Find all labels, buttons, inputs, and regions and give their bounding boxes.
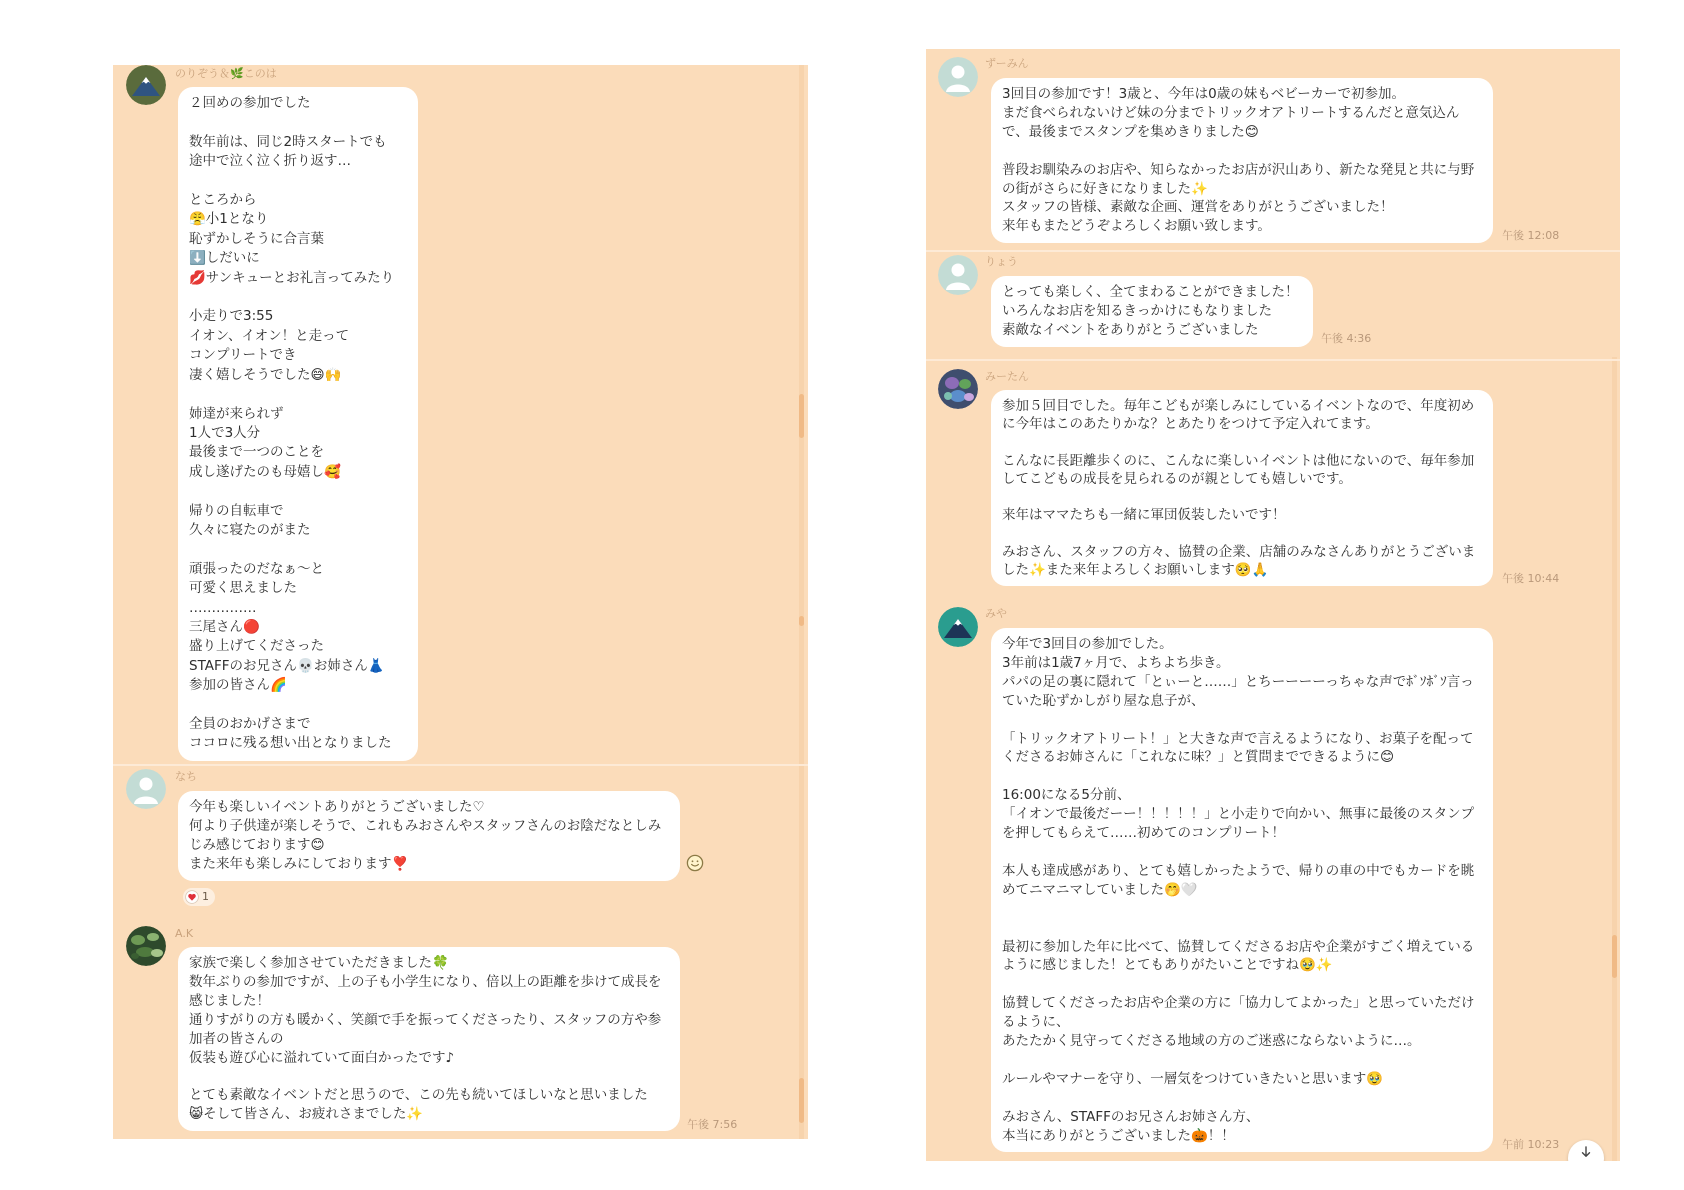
message-bubble[interactable] (178, 791, 680, 881)
message-text: 家族で楽しく参加させていただきました🍀 数年ぶりの参加ですが、上の子も小学生になり、倍以上の距離を歩けて成長を 感じました！ 通りすがりの方も暖かく、笑顔で手を振ってくださったり、スタッフの方や参 加者の皆さんの 仮装も遊び心に溢れていて面白かったです♪ とても素敵なイベントだと思うので、この先も続いてほしいなと思いました 😸そして皆さん、お疲れさまでした✨ (189, 955, 662, 1123)
message-timestamp: 午後 12:08 (1502, 229, 1560, 242)
sender-name: ずーみん (985, 57, 1029, 70)
smiley-icon (686, 854, 704, 872)
sender-name: みや (985, 607, 1007, 620)
message-timestamp: 午前 10:23 (1502, 1138, 1560, 1151)
scroll-to-bottom-button[interactable] (1568, 1140, 1604, 1161)
chat-message (926, 57, 1620, 242)
chat-panel-right[interactable] (926, 49, 1620, 1161)
sender-name: なち (175, 770, 197, 783)
message-bubble[interactable] (991, 276, 1313, 347)
default-person-avatar-icon[interactable] (126, 769, 166, 809)
add-reaction-button[interactable] (686, 854, 704, 872)
chat-message (113, 926, 808, 1131)
scrollbar-thumb[interactable] (799, 616, 804, 626)
scrollbar-track[interactable] (1612, 357, 1617, 1161)
mountain-avatar-icon[interactable] (938, 607, 978, 647)
message-text: 今年も楽しいイベントありがとうございました♡ 何より子供達が楽しそうで、これもみおさんやスタッフさんのお陰だなとしみ じみ感じております😊 また来年も楽しみにしております❣️ (189, 799, 662, 872)
message-bubble[interactable] (991, 78, 1493, 243)
arrow-down-icon (1580, 1146, 1592, 1158)
scrollbar-track[interactable] (799, 65, 804, 1139)
message-bubble[interactable] (991, 390, 1493, 586)
scrollbar-thumb[interactable] (1612, 935, 1617, 978)
sender-name: A.K (175, 927, 194, 940)
scrollbar-thumb[interactable] (799, 1078, 804, 1123)
message-text: 3回目の参加です！3歳と、今年は0歳の妹もベビーカーで初参加。 まだ食べられないけど妹の分までトリックオアトリートするんだと意気込ん で、最後までスタンプを集めきりました😊 普段お馴染みのお店や、知らなかったお店が沢山あり、新たな発見と共に与野 の街がさらに好きになりました✨ スタッフの皆様、素敵な企画、運営をありがとうございました！ 来年もまたどうぞよろしくお願い致します。 (1002, 86, 1475, 235)
sender-name: みーたん (985, 370, 1029, 383)
message-bubble[interactable] (991, 628, 1493, 1152)
message-timestamp: 午後 7:56 (687, 1118, 738, 1131)
default-person-avatar-icon[interactable] (938, 57, 978, 97)
screenshot-seam (926, 250, 1620, 252)
screenshot-seam (113, 764, 808, 766)
message-bubble[interactable] (178, 947, 680, 1131)
chat-message (926, 607, 1620, 1151)
chat-message (926, 369, 1620, 585)
message-text: 今年で3回目の参加でした。 3年前は1歳7ヶ月で、よちよち歩き。 パパの足の裏に隠れて「とぃーと……」とちーーーーっちゃな声でﾎﾞｿﾎﾞｿ言っ ていた恥ずかしがり屋な息子が、 「トリックオアトリート！」と大きな声で言えるようになり、お菓子を配って くださるお姉さんに「これなに味？」と質問までできるように😊 16:00になる5分前、 「イオンで最後だーー！！！！！」と小走りで向かい、無事に最後のスタンプ を押してもらえて……初めてのコンプリート！ 本人も達成感があり、とても嬉しかったようで、帰りの車の中でもカードを眺 めてニマニマしていました🤭🤍 最初に参加した年に比べて、協賛してくださるお店や企業がすごく増えている ように感じました！とてもありがたいことですね🥹✨ 協賛してくださったお店や企業の方に「協力してよかった」と思っていただけ るように、 あたたかく見守ってくださる地域の方のご迷惑にならないように…。 ルールやマナーを守り、一層気をつけていきたいと思います🥹 みおさん、STAFFのお兄さんお姉さん方、 本当にありがとうございました🎃！！ (1002, 636, 1475, 1144)
default-person-avatar-icon[interactable] (938, 255, 978, 295)
sender-name: りょう (985, 255, 1018, 268)
scrollbar-thumb[interactable] (799, 394, 804, 438)
colorful-photo-avatar-icon[interactable] (938, 369, 978, 409)
reaction-count: 1 (202, 890, 209, 903)
sender-name: のりぞう＆🌿このは (175, 67, 277, 80)
screenshot-seam (926, 359, 1620, 361)
chat-message (113, 65, 808, 752)
reaction-heart-icon (185, 890, 199, 904)
message-text: 参加５回目でした。毎年こどもが楽しみにしているイベントなので、年度初め に今年はこのあたりかな？とあたりをつけて予定入れてます。 こんなに長距離歩くのに、こんなに楽しいイベントは他にないので、毎年参加 してこどもの成長を見られるのが親としても嬉しいです。 来年はママたちも一緒に軍団仮装したいです！ みおさん、スタッフの方々、協賛の企業、店舗のみなさんありがとうございま した✨また来年よろしくお願いします🥺🙏 (1002, 398, 1476, 578)
leaf-photo-avatar-icon[interactable] (126, 926, 166, 966)
message-bubble[interactable] (178, 87, 418, 761)
message-timestamp: 午後 4:36 (1321, 332, 1372, 345)
chat-message (113, 769, 808, 903)
chat-panel-left[interactable] (113, 65, 808, 1139)
mountain-avatar-icon[interactable] (126, 65, 166, 105)
message-text: ２回めの参加でした 数年前は、同じ2時スタートでも 途中で泣く泣く折り返す… ところから 😤小1となり 恥ずかしそうに合言葉 ⬇️しだいに 💋サンキューとお礼言ってみたり 小走りで3:55 イオン、イオン！と走って コンプリートでき 凄く嬉しそうでした😄🙌 姉達が来られず 1人で3人分 最後まで一つのことを 成し遂げたのも母嬉し🥰 帰りの自転車で 久々に寝たのがまた 頑張ったのだなぁ〜と 可愛く思えました …………… 三尾さん🔴 盛り上げてくださった STAFFのお兄さん💀お姉さん👗 参加の皆さん🌈 全員のおかげさまで ココロに残る想い出となりました (189, 95, 395, 752)
message-timestamp: 午後 10:44 (1502, 572, 1560, 585)
reaction-badge[interactable] (183, 888, 215, 906)
chat-message (926, 255, 1620, 345)
message-text: とっても楽しく、全てまわることができました！ いろんなお店を知るきっかけにもなりました 素敵なイベントをありがとうございました (1002, 284, 1299, 338)
